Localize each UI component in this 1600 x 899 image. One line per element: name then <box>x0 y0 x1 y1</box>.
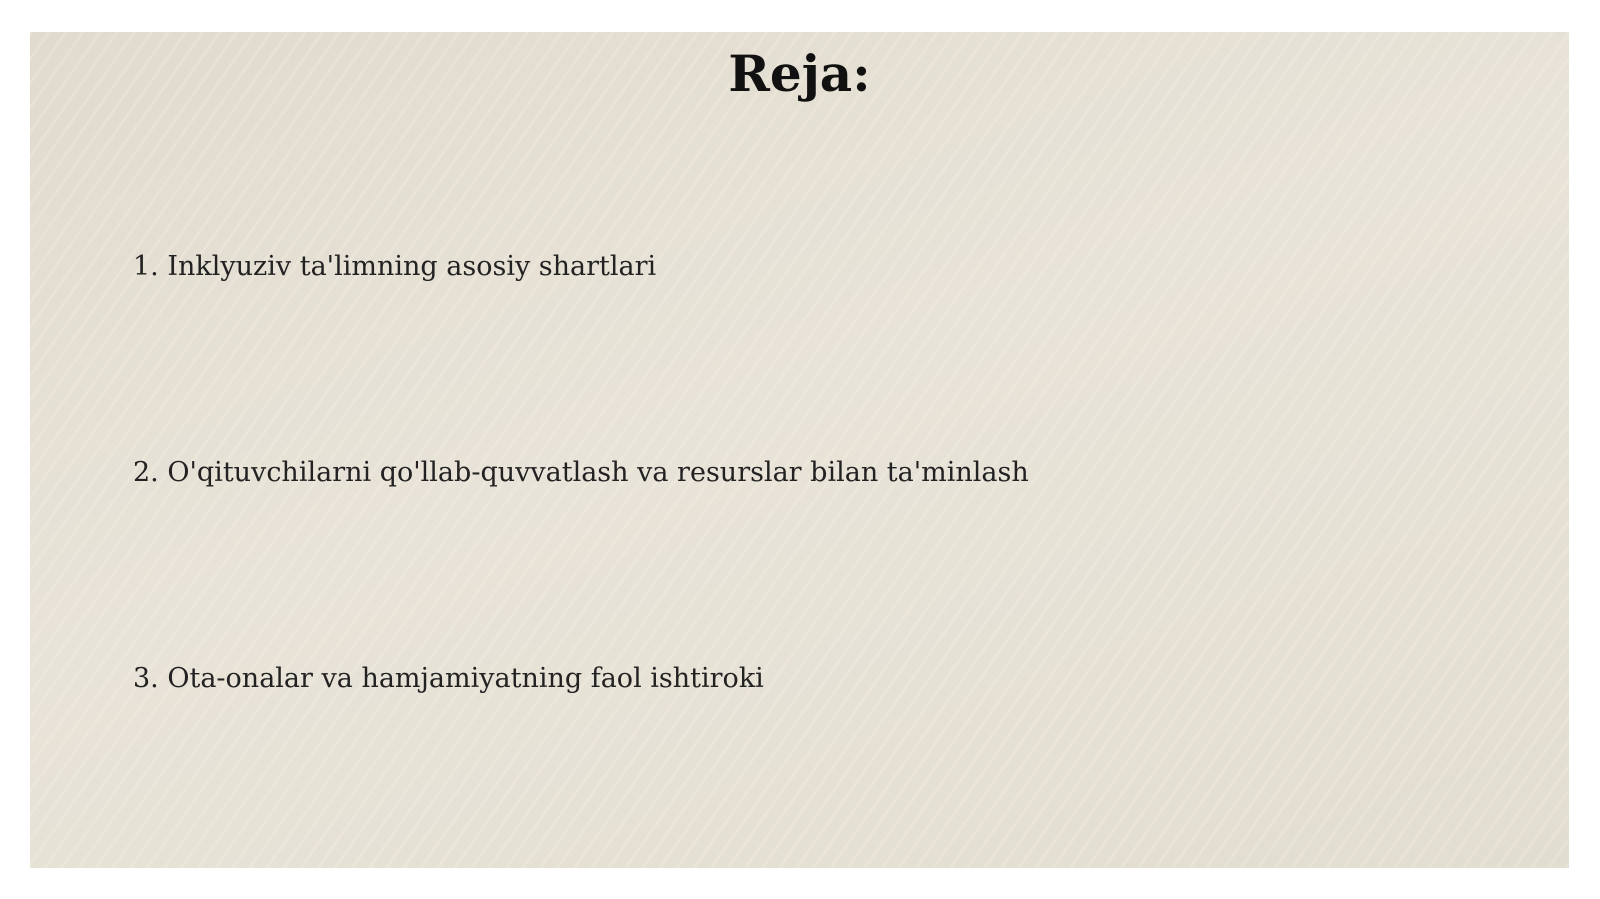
plan-item-1: 1. Inklyuziv ta'limning asosiy shartlari <box>133 251 657 282</box>
plan-item-2: 2. O'qituvchilarni qo'llab-quvvatlash va resurslar bilan ta'minlash <box>133 457 1029 488</box>
plan-item-3: 3. Ota-onalar va hamjamiyatning faol ishtiroki <box>133 663 764 694</box>
slide-title: Reja: <box>728 44 871 103</box>
slide <box>30 32 1569 868</box>
